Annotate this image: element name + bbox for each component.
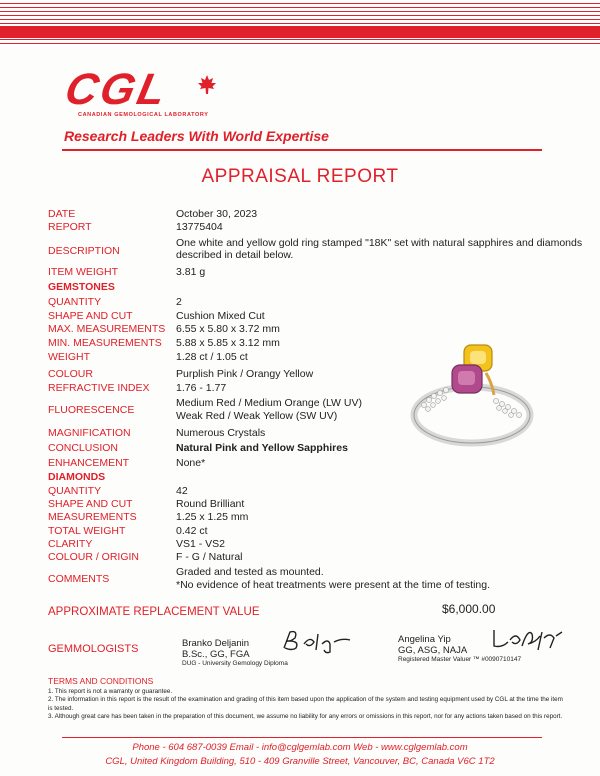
gem-colour-label: COLOUR — [48, 368, 93, 380]
gemmologist-1-name: Branko Deljanin — [182, 638, 250, 649]
gem-quantity-label: QUANTITY — [48, 296, 102, 308]
gem-max-label: MAX. MEASUREMENTS — [48, 323, 166, 335]
terms-title: TERMS AND CONDITIONS — [48, 676, 154, 686]
gem-enhancement-value: None* — [176, 457, 206, 469]
gemmologists-label: GEMMOLOGISTS — [48, 643, 139, 655]
top-stripe — [0, 0, 600, 46]
gem-magnification-label: MAGNIFICATION — [48, 427, 131, 439]
dia-shape-value: Round Brilliant — [176, 498, 245, 510]
dia-shape-label: SHAPE AND CUT — [48, 498, 133, 510]
footer-address: CGL, United Kingdom Building, 510 - 409 Granville Street, Vancouver, BC, Canada V6C 1T2 — [105, 756, 495, 767]
gemmologist-2-name: Angelina Yip — [398, 634, 451, 645]
footer-rule — [62, 737, 542, 738]
gem-colour-value: Purplish Pink / Orangy Yellow — [176, 368, 314, 380]
gem-enhancement-label: ENHANCEMENT — [48, 457, 130, 469]
gem-fluor-label: FLUORESCENCE — [48, 404, 135, 416]
date-label: DATE — [48, 208, 76, 220]
terms-item: 1. This report is not a warranty or guarantee. — [48, 688, 173, 695]
gemmologist-2-note: Registered Master Valuer ™ #0090710147 — [398, 656, 522, 663]
terms-list — [48, 688, 568, 721]
gem-magnification-value: Numerous Crystals — [176, 427, 266, 439]
dia-clarity-label: CLARITY — [48, 538, 93, 550]
report-label: REPORT — [48, 221, 92, 233]
gemmologist-1-credentials: B.Sc., GG, FGA — [182, 649, 250, 660]
maple-leaf-icon — [196, 74, 218, 96]
footer-contact: Phone - 604 687-0039 Email - info@cglgemlab.com Web - www.cglgemlab.com — [132, 742, 468, 753]
gemmologist-1-note: DUG - University Gemology Diploma — [182, 660, 288, 667]
replacement-value-label: APPROXIMATE REPLACEMENT VALUE — [48, 606, 260, 618]
gem-fluor-value-1: Medium Red / Medium Orange (LW UV) — [176, 397, 362, 409]
cgl-logo: CGL — [60, 65, 174, 114]
diamonds-section-label: DIAMONDS — [48, 471, 106, 483]
report-value: 13775404 — [176, 221, 223, 233]
item-weight-label: ITEM WEIGHT — [48, 266, 118, 278]
dia-measurements-value: 1.25 x 1.25 mm — [176, 511, 249, 523]
dia-measurements-label: MEASUREMENTS — [48, 511, 137, 523]
tagline: Research Leaders With World Expertise — [64, 128, 329, 144]
gem-conclusion-label: CONCLUSION — [48, 442, 119, 454]
dia-total-weight-value: 0.42 ct — [176, 525, 208, 537]
gem-weight-value: 1.28 ct / 1.05 ct — [176, 351, 248, 363]
comments-line-1: Graded and tested as mounted. — [176, 566, 324, 578]
gem-quantity-value: 2 — [176, 296, 182, 308]
top-band — [0, 26, 600, 38]
gem-weight-label: WEIGHT — [48, 351, 90, 363]
dia-total-weight-label: TOTAL WEIGHT — [48, 525, 126, 537]
gemstones-section-label: GEMSTONES — [48, 281, 115, 293]
gem-max-value: 6.55 x 5.80 x 3.72 mm — [176, 323, 280, 335]
signature-2 — [488, 624, 568, 654]
dia-colour-value: F - G / Natural — [176, 551, 243, 563]
description-label: DESCRIPTION — [48, 245, 120, 257]
gem-ri-value: 1.76 - 1.77 — [176, 382, 227, 394]
gem-shape-value: Cushion Mixed Cut — [176, 310, 265, 322]
gem-conclusion-value: Natural Pink and Yellow Sapphires — [176, 442, 348, 454]
logo-subtitle: CANADIAN GEMOLOGICAL LABORATORY — [78, 112, 209, 118]
replacement-value: $6,000.00 — [442, 602, 496, 616]
report-title: APPRAISAL REPORT — [201, 166, 399, 187]
signature-1 — [280, 628, 355, 654]
dia-clarity-value: VS1 - VS2 — [176, 538, 226, 550]
date-value: October 30, 2023 — [176, 208, 258, 220]
terms-item: 3. Although great care has been taken in the preparation of this document, we assume no liability for any errors or omissions in this report, nor for any actions taken based on this report. — [48, 712, 563, 720]
description-value: One white and yellow gold ring stamped "18K" set with natural sapphires and diamonds described in detail below. — [176, 237, 583, 261]
gem-fluor-value-2: Weak Red / Weak Yellow (SW UV) — [176, 410, 338, 422]
comments-label: COMMENTS — [48, 573, 110, 585]
terms-item: 2. The information in this report is the result of the examination and grading of this item based upon the application of the system and testing equipment used by CGL at the time the item is tested. — [48, 696, 563, 712]
dia-quantity-value: 42 — [176, 485, 188, 497]
header-rule — [62, 149, 542, 151]
gemmologist-2-credentials: GG, ASG, NAJA — [398, 645, 468, 656]
gemmologist-1 — [182, 638, 288, 668]
gem-min-value: 5.88 x 5.85 x 3.12 mm — [176, 337, 280, 349]
dia-colour-label: COLOUR / ORIGIN — [48, 551, 140, 563]
dia-quantity-label: QUANTITY — [48, 485, 102, 497]
ring-photo — [400, 343, 550, 458]
gem-ri-label: REFRACTIVE INDEX — [48, 382, 150, 394]
gem-min-label: MIN. MEASUREMENTS — [48, 337, 162, 349]
comments-line-2: *No evidence of heat treatments were present at the time of testing. — [176, 579, 491, 591]
gem-shape-label: SHAPE AND CUT — [48, 310, 133, 322]
item-weight-value: 3.81 g — [176, 266, 206, 278]
